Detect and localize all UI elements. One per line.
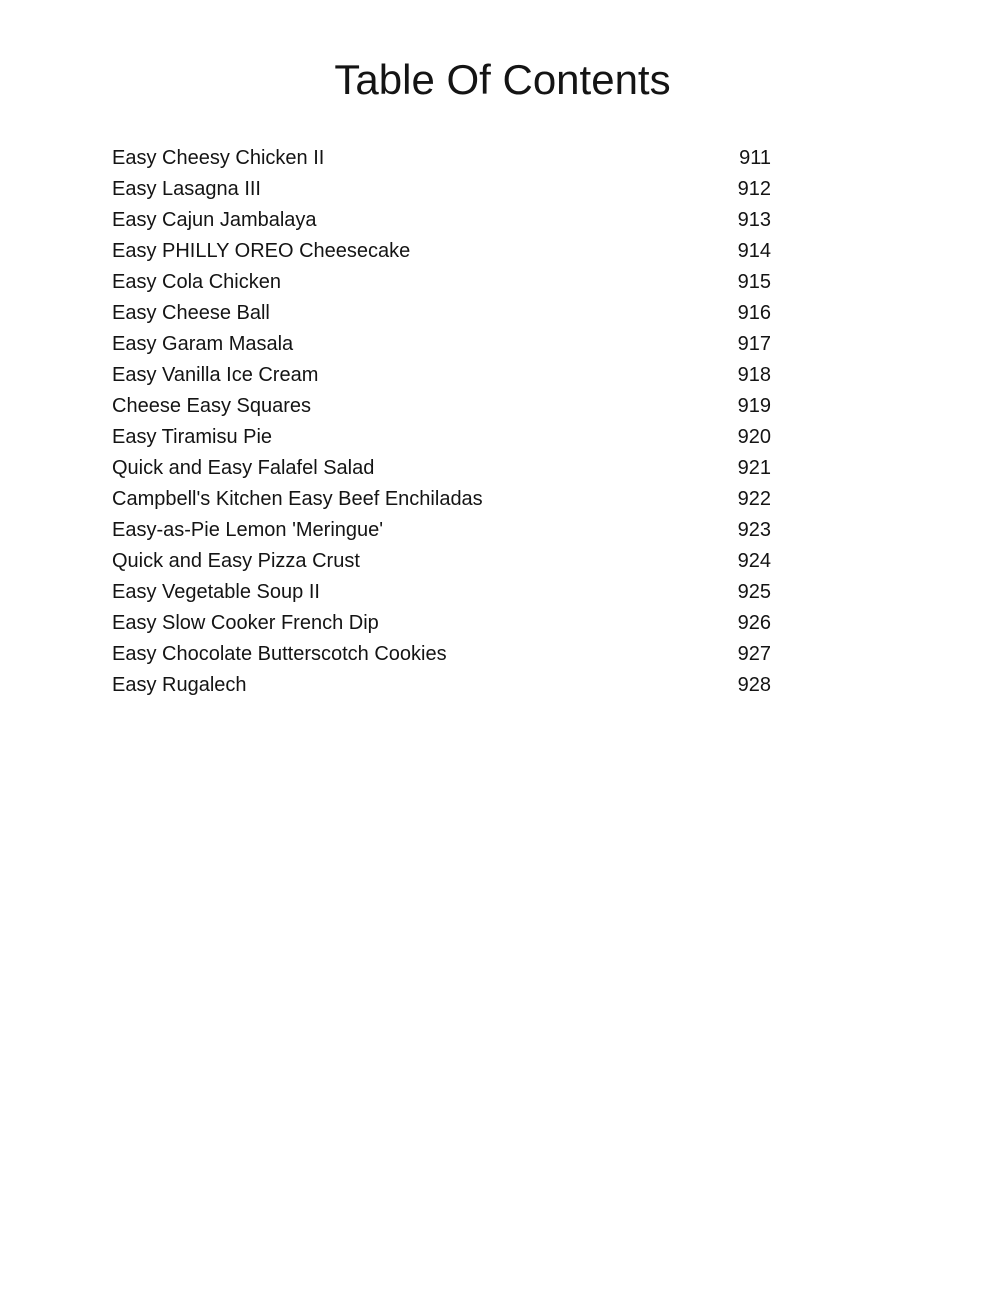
toc-entry-page-number: 914 [737,240,771,263]
toc-entry [112,205,771,236]
toc-entry-title: Campbell's Kitchen Easy Beef Enchiladas [112,488,483,511]
toc-entry [112,546,771,577]
toc-entry-page-number: 911 [739,147,771,170]
toc-entry-page-number: 926 [737,612,771,635]
toc-entry-page-number: 912 [737,178,771,201]
toc-entry-page-number: 923 [737,519,771,542]
toc-entry-title: Quick and Easy Falafel Salad [112,457,375,480]
toc-entry [112,267,771,298]
toc-entry [112,484,771,515]
toc-entry-title: Easy Slow Cooker French Dip [112,612,379,635]
toc-entry [112,298,771,329]
toc-entry-title: Easy Cajun Jambalaya [112,209,317,232]
toc-entry [112,174,771,205]
toc-list [112,143,771,701]
page-title: Table Of Contents [334,56,671,103]
toc-entry-page-number: 927 [737,643,771,666]
toc-entry-page-number: 928 [737,674,771,697]
toc-entry-title: Easy Vanilla Ice Cream [112,364,319,387]
toc-entry-page-number: 920 [737,426,771,449]
toc-entry [112,577,771,608]
toc-entry-page-number: 919 [737,395,771,418]
toc-entry-title: Easy Cola Chicken [112,271,281,294]
toc-entry-title: Easy Cheese Ball [112,302,270,325]
toc-entry-title: Easy Garam Masala [112,333,294,356]
toc-entry-title: Easy Tiramisu Pie [112,426,273,449]
toc-entry [112,515,771,546]
toc-entry-page-number: 924 [737,550,771,573]
toc-entry-title: Quick and Easy Pizza Crust [112,550,360,573]
toc-entry-page-number: 922 [737,488,771,511]
toc-entry [112,453,771,484]
toc-entry-page-number: 918 [737,364,771,387]
toc-entry-title: Easy-as-Pie Lemon 'Meringue' [112,519,384,542]
toc-entry-page-number: 917 [737,333,771,356]
toc-entry-title: Easy Rugalech [112,674,247,697]
toc-entry-page-number: 925 [737,581,771,604]
toc-entry-title: Easy PHILLY OREO Cheesecake [112,240,411,263]
toc-entry [112,236,771,267]
toc-entry-title: Easy Cheesy Chicken II [112,147,325,170]
toc-entry [112,360,771,391]
toc-entry [112,608,771,639]
toc-entry [112,639,771,670]
toc-entry [112,670,771,701]
toc-entry-title: Cheese Easy Squares [112,395,312,418]
toc-entry [112,391,771,422]
toc-entry-page-number: 916 [737,302,771,325]
toc-entry-title: Easy Chocolate Butterscotch Cookies [112,643,447,666]
toc-entry [112,422,771,453]
toc-entry-title: Easy Lasagna III [112,178,261,201]
toc-entry-page-number: 915 [737,271,771,294]
toc-entry-title: Easy Vegetable Soup II [112,581,320,604]
toc-entry-page-number: 921 [737,457,771,480]
toc-entry-page-number: 913 [737,209,771,232]
toc-entry [112,143,771,174]
toc-entry [112,329,771,360]
